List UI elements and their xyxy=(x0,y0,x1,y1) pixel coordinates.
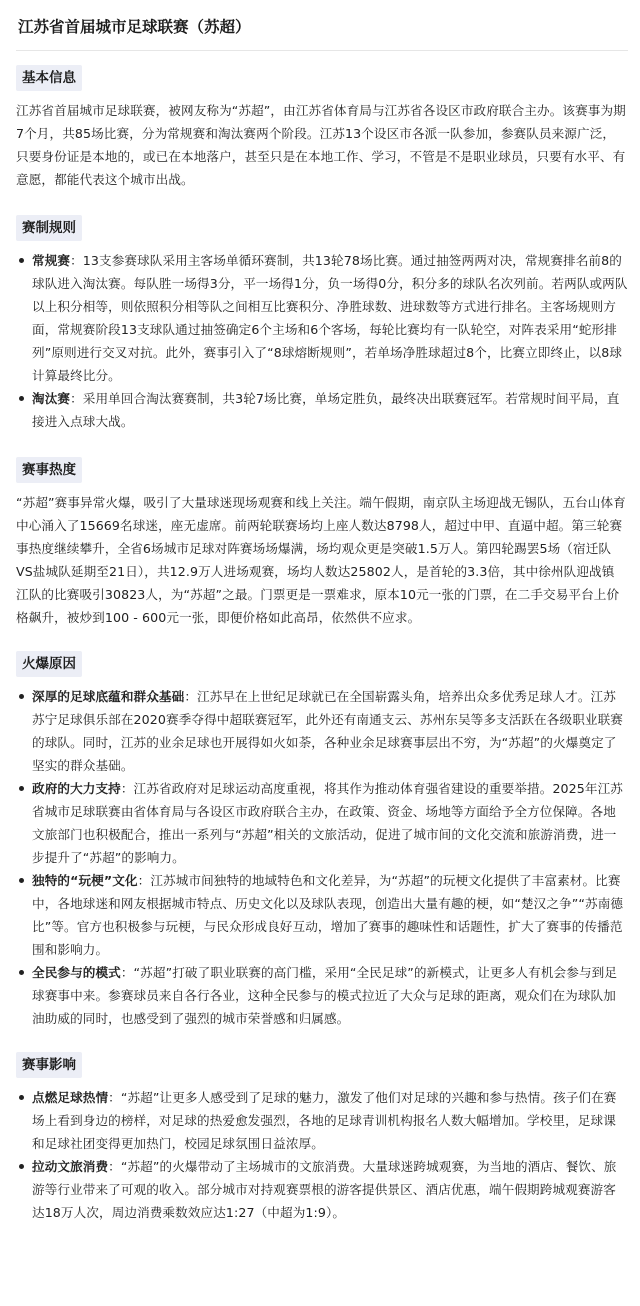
section-heading-impact: 赛事影响 xyxy=(16,1052,82,1078)
section-basic-info xyxy=(16,65,628,191)
list-item xyxy=(16,777,628,869)
title-divider xyxy=(16,50,628,51)
list-item-text: ：13支参赛球队采用主客场单循环赛制，共13轮78场比赛。通过抽签两两对决，常规赛排名前8的球队进入淘汰赛。每队胜一场得3分，平一场得1分，负一场得0分，积分多的球队名次列前。若两队或两队以上积分相等，则依照积分相等队之间相互比赛积分、净胜球数、进球数等方式进行排名。主客场规则方面，常规赛阶段13支球队通过抽签确定6个主场和6个客场，每轮比赛均有一队轮空，对阵表采用“蛇形排列”原则进行交叉对抗。此外，赛事引入了“8球熔断规则”，若单场净胜球超过8个，比赛立即终止，以8球计算最终比分。 xyxy=(32,253,628,383)
section-reasons xyxy=(16,651,628,1030)
list-item-text: ：“苏超”打破了职业联赛的高门槛，采用“全民足球”的新模式，让更多人有机会参与到足球赛事中来。参赛球员来自各行各业，这种全民参与的模式拉近了大众与足球的距离，观众们在为球队加油助威的同时，也感受到了强烈的城市荣誉感和归属感。 xyxy=(32,965,618,1026)
list-item-text: ：“苏超”让更多人感受到了足球的魅力，激发了他们对足球的兴趣和参与热情。孩子们在赛场上看到身边的榜样，对足球的热爱愈发强烈，各地的足球青训机构报名人数大幅增加。学校里，足球课和足球社团变得更加热门，校园足球氛围日益浓厚。 xyxy=(32,1090,617,1151)
bullet-dot-icon xyxy=(19,878,24,883)
bullet-dot-icon xyxy=(19,694,24,699)
list-item-term: 全民参与的模式 xyxy=(32,965,121,980)
bullet-dot-icon xyxy=(19,396,24,401)
bullet-dot-icon xyxy=(19,1095,24,1100)
reasons-list xyxy=(16,685,628,1030)
list-item-term: 点燃足球热情 xyxy=(32,1090,109,1105)
section-heading-heat: 赛事热度 xyxy=(16,457,82,483)
section-heading-rules: 赛制规则 xyxy=(16,215,82,241)
heat-paragraph: “苏超”赛事异常火爆，吸引了大量球迷现场观赛和线上关注。端午假期，南京队主场迎战无锡队，五台山体育中心涌入了15669名球迷，座无虚席。前两轮联赛场均上座人数达8798人，超过中甲、直逼中超。第三轮赛事热度继续攀升，全省6场城市足球对阵赛场场爆满，场均观众更是突破1.5万人。第四轮踢罢5场（宿迁队VS盐城队延期至21日），共12.9万人进场观赛，场均人数达25802人，是首轮的3.3倍，其中徐州队迎战镇江队的比赛吸引30823人，为“苏超”之最。门票更是一票难求，原本10元一张的门票，在二手交易平台上价格飙升，被炒到100 - 600元一张，即便价格如此高昂，依然供不应求。 xyxy=(16,495,626,625)
section-heat xyxy=(16,457,628,629)
list-item-term: 独特的“玩梗”文化 xyxy=(32,873,138,888)
bullet-dot-icon xyxy=(19,970,24,975)
list-item-text: ：采用单回合淘汰赛赛制，共3轮7场比赛，单场定胜负，最终决出联赛冠军。若常规时间平局，直接进入点球大战。 xyxy=(32,391,620,429)
list-item-term: 常规赛 xyxy=(32,253,71,268)
list-item-term: 拉动文旅消费 xyxy=(32,1159,109,1174)
list-item xyxy=(16,1155,628,1224)
list-item xyxy=(16,1086,628,1155)
list-item xyxy=(16,685,628,777)
list-item-text: ：“苏超”的火爆带动了主场城市的文旅消费。大量球迷跨城观赛，为当地的酒店、餐饮、旅游等行业带来了可观的收入。部分城市对持观赛票根的游客提供景区、酒店优惠，端午假期跨城观赛游客达18万人次，周边消费乘数效应达1:27（中超为1:9）。 xyxy=(32,1159,617,1220)
list-item xyxy=(16,869,628,961)
bullet-dot-icon xyxy=(19,786,24,791)
bullet-dot-icon xyxy=(19,258,24,263)
bullet-dot-icon xyxy=(19,1164,24,1169)
list-item xyxy=(16,387,628,433)
rules-list xyxy=(16,249,628,433)
list-item-term: 深厚的足球底蕴和群众基础 xyxy=(32,689,185,704)
list-item xyxy=(16,249,628,387)
page-title: 江苏省首届城市足球联赛（苏超） xyxy=(18,18,251,36)
list-item-term: 政府的大力支持 xyxy=(32,781,121,796)
section-heading-reasons: 火爆原因 xyxy=(16,651,82,677)
list-item-text: ：江苏城市间独特的地域特色和文化差异，为“苏超”的玩梗文化提供了丰富素材。比赛中，各地球迷和网友根据城市特点、历史文化以及球队表现，创造出大量有趣的梗，如“楚汉之争”“苏南德比”等。官方也积极参与玩梗，与民众形成良好互动，增加了赛事的趣味性和话题性，扩大了赛事的传播范围和影响力。 xyxy=(32,873,624,957)
section-rules xyxy=(16,215,628,433)
list-item-text: ：江苏早在上世纪足球就已在全国崭露头角，培养出众多优秀足球人才。江苏苏宁足球俱乐部在2020赛季夺得中超联赛冠军，此外还有南通支云、苏州东吴等多支活跃在各级职业联赛的球队。同时，江苏的业余足球也开展得如火如荼，各种业余足球赛事层出不穷，为“苏超”的火爆奠定了坚实的群众基础。 xyxy=(32,689,623,773)
section-impact xyxy=(16,1052,628,1224)
list-item-term: 淘汰赛 xyxy=(32,391,71,406)
section-heading-basic-info: 基本信息 xyxy=(16,65,82,91)
list-item xyxy=(16,961,628,1030)
list-item-text: ：江苏省政府对足球运动高度重视，将其作为推动体育强省建设的重要举措。2025年江苏省城市足球联赛由省体育局与各设区市政府联合主办，在政策、资金、场地等方面给予全方位保障。各地文旅部门也积极配合，推出一系列与“苏超”相关的文旅活动，促进了城市间的文化交流和旅游消费，进一步提升了“苏超”的影响力。 xyxy=(32,781,623,865)
basic-info-paragraph: 江苏省首届城市足球联赛，被网友称为“苏超”，由江苏省体育局与江苏省各设区市政府联合主办。该赛事为期7个月，共85场比赛，分为常规赛和淘汰赛两个阶段。江苏13个设区市各派一队参加，参赛队员来源广泛，只要身份证是本地的，或已在本地落户，甚至只是在本地工作、学习，不管是不是职业球员，只要有水平、有意愿，都能代表这个城市出战。 xyxy=(16,103,626,187)
impact-list xyxy=(16,1086,628,1224)
